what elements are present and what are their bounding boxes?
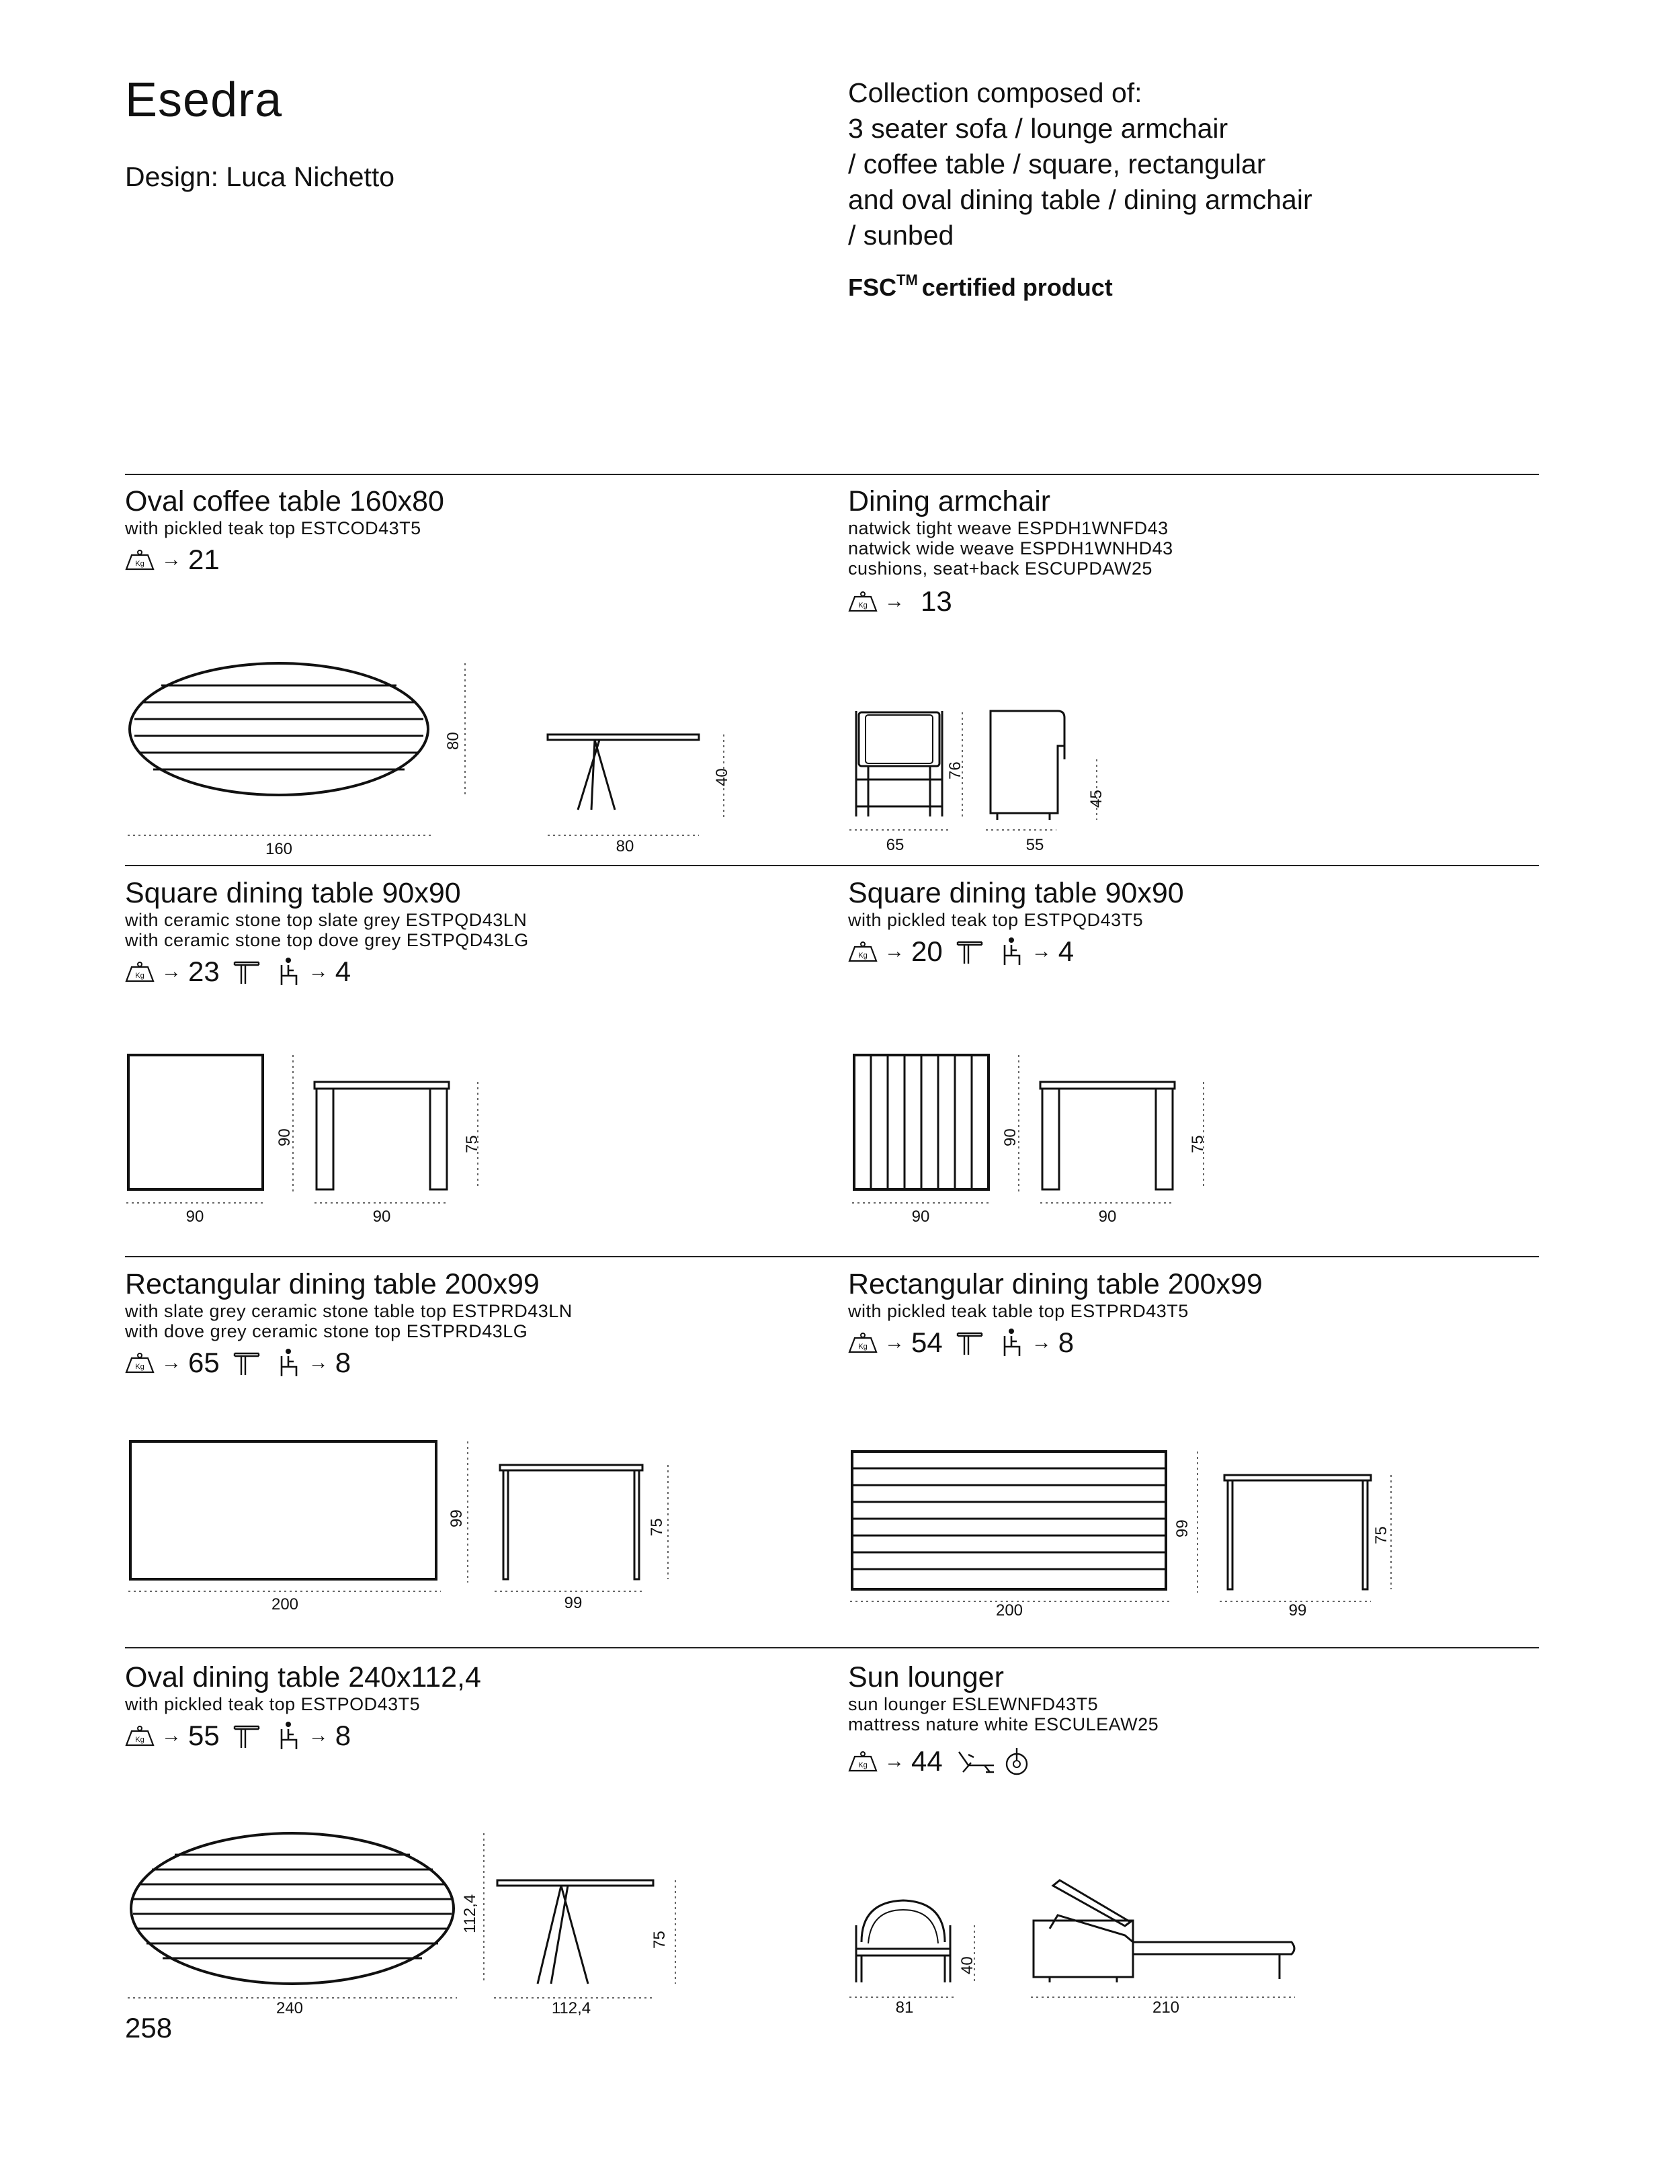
product-code-line: with slate grey ceramic stone table top ESTPRD43LN bbox=[125, 1301, 573, 1321]
product-code-line: with pickled teak top ESTPQD43T5 bbox=[848, 910, 1144, 930]
weight-value: 54 bbox=[911, 1327, 943, 1358]
dim-width-side: 99 bbox=[1288, 1601, 1307, 1620]
product-code-line: with pickled teak top ESTPOD43T5 bbox=[125, 1694, 421, 1714]
arrow-icon: → bbox=[308, 1724, 329, 1747]
fsc-suffix: certified product bbox=[921, 274, 1113, 301]
product-code-line: mattress nature white ESCULEAW25 bbox=[848, 1714, 1159, 1734]
product-title: Oval coffee table 160x80 bbox=[125, 485, 444, 517]
dim-width: 81 bbox=[895, 1999, 914, 2017]
section-divider bbox=[125, 865, 1539, 866]
table-icon bbox=[233, 1349, 260, 1376]
seat-icon bbox=[1001, 937, 1025, 966]
dim-width: 65 bbox=[886, 836, 905, 854]
dim-width-side: 99 bbox=[564, 1594, 583, 1612]
product-oval-coffee-table bbox=[125, 485, 444, 576]
square-teak-table-drawing bbox=[851, 1052, 1227, 1206]
weight-icon bbox=[125, 961, 155, 982]
section-divider bbox=[125, 1647, 1539, 1648]
arrow-icon: → bbox=[1031, 1331, 1052, 1353]
weight-value: 13 bbox=[921, 585, 952, 617]
weight-icon bbox=[848, 941, 878, 962]
dim-height: 40 bbox=[958, 1956, 976, 1974]
seat-icon bbox=[278, 1348, 302, 1378]
arrow-icon: → bbox=[161, 960, 181, 982]
dim-width-side: 80 bbox=[616, 837, 634, 855]
weight-value: 20 bbox=[911, 935, 943, 967]
fsc-tm: TM bbox=[896, 271, 918, 288]
seat-icon bbox=[1001, 1328, 1025, 1357]
page-number: 258 bbox=[125, 2012, 173, 2044]
product-title: Square dining table 90x90 bbox=[848, 877, 1184, 909]
dim-width: 200 bbox=[271, 1595, 299, 1613]
seat-icon bbox=[278, 957, 302, 986]
product-code-line: with ceramic stone top dove grey ESTPQD43LG bbox=[125, 930, 529, 950]
page-title: Esedra bbox=[125, 73, 283, 127]
seats-value: 8 bbox=[335, 1720, 351, 1751]
collection-line: / sunbed bbox=[848, 220, 954, 251]
sun-lounger-drawing bbox=[848, 1848, 1318, 2009]
dim-length: 210 bbox=[1152, 1999, 1180, 2017]
recline-icon bbox=[956, 1748, 997, 1775]
product-specs bbox=[125, 544, 444, 576]
square-ceramic-table-drawing bbox=[125, 1052, 501, 1206]
table-icon bbox=[233, 1722, 260, 1749]
product-title: Rectangular dining table 200x99 bbox=[848, 1268, 1263, 1300]
product-specs bbox=[848, 1745, 1159, 1777]
dim-width: 90 bbox=[185, 1208, 204, 1226]
wheel-icon bbox=[1003, 1747, 1030, 1776]
dim-depth: 55 bbox=[1025, 836, 1044, 854]
rect-teak-table-drawing bbox=[847, 1445, 1418, 1606]
collection-description bbox=[848, 75, 1312, 253]
arrow-icon: → bbox=[308, 960, 329, 982]
arrow-icon: → bbox=[161, 1351, 181, 1374]
dim-width: 200 bbox=[995, 1601, 1023, 1620]
weight-icon bbox=[848, 1332, 878, 1353]
product-title: Square dining table 90x90 bbox=[125, 877, 461, 909]
weight-value: 55 bbox=[188, 1720, 220, 1751]
dim-height: 76 bbox=[946, 761, 964, 780]
product-square-dining-table-ceramic bbox=[125, 877, 529, 988]
weight-value: 21 bbox=[188, 544, 220, 575]
arrow-icon: → bbox=[884, 940, 905, 962]
rect-ceramic-table-drawing bbox=[125, 1435, 696, 1596]
dim-height: 75 bbox=[648, 1518, 666, 1536]
product-code-line: with pickled teak top ESTCOD43T5 bbox=[125, 518, 421, 538]
fsc-certification bbox=[848, 271, 1113, 302]
product-specs bbox=[125, 956, 529, 988]
product-specs bbox=[125, 1347, 573, 1379]
dim-height: 75 bbox=[650, 1931, 669, 1949]
product-rectangular-dining-table-ceramic bbox=[125, 1268, 573, 1379]
arrow-icon: → bbox=[884, 590, 905, 612]
product-specs bbox=[125, 1720, 481, 1752]
product-square-dining-table-teak bbox=[848, 877, 1184, 968]
product-title: Sun lounger bbox=[848, 1661, 1004, 1693]
weight-icon bbox=[125, 1725, 155, 1747]
dim-depth: 80 bbox=[444, 732, 462, 750]
table-icon bbox=[956, 938, 983, 965]
dim-depth: 90 bbox=[1001, 1128, 1019, 1146]
oval-coffee-table-drawing bbox=[121, 655, 726, 857]
dim-height: 40 bbox=[713, 768, 731, 786]
seats-value: 8 bbox=[335, 1347, 351, 1378]
dim-depth: 99 bbox=[448, 1509, 466, 1527]
dim-height: 75 bbox=[1189, 1135, 1207, 1153]
collection-line: Collection composed of: bbox=[848, 77, 1142, 108]
product-code-line: with ceramic stone top slate grey ESTPQD43LN bbox=[125, 910, 528, 930]
section-divider bbox=[125, 474, 1539, 475]
collection-line: 3 seater sofa / lounge armchair bbox=[848, 113, 1228, 144]
collection-line: / coffee table / square, rectangular bbox=[848, 149, 1266, 179]
dim-depth: 99 bbox=[1173, 1519, 1191, 1538]
arrow-icon: → bbox=[884, 1331, 905, 1353]
arrow-icon: → bbox=[1031, 940, 1052, 962]
product-code-line: sun lounger ESLEWNFD43T5 bbox=[848, 1694, 1099, 1714]
product-code-line: with dove grey ceramic stone top ESTPRD43LG bbox=[125, 1321, 528, 1341]
dim-height: 75 bbox=[1372, 1526, 1390, 1544]
dim-height: 75 bbox=[463, 1135, 481, 1153]
product-sun-lounger bbox=[848, 1661, 1159, 1777]
product-rectangular-dining-table-teak bbox=[848, 1268, 1263, 1359]
product-code-line: cushions, seat+back ESCUPDAW25 bbox=[848, 558, 1152, 579]
arrow-icon: → bbox=[161, 548, 181, 571]
product-title: Rectangular dining table 200x99 bbox=[125, 1268, 540, 1300]
product-title: Oval dining table 240x112,4 bbox=[125, 1661, 481, 1693]
product-code-line: with pickled teak table top ESTPRD43T5 bbox=[848, 1301, 1189, 1321]
product-dining-armchair bbox=[848, 485, 1173, 618]
designer-credit: Design: Luca Nichetto bbox=[125, 161, 395, 192]
weight-icon bbox=[125, 1352, 155, 1374]
dining-armchair-drawing bbox=[848, 706, 1117, 840]
seats-value: 4 bbox=[1058, 935, 1075, 967]
seats-value: 4 bbox=[335, 956, 351, 987]
arrow-icon: → bbox=[884, 1750, 905, 1772]
dim-width: 240 bbox=[276, 1999, 304, 2017]
seat-icon bbox=[278, 1721, 302, 1751]
weight-value: 44 bbox=[911, 1745, 943, 1777]
weight-icon bbox=[848, 1751, 878, 1772]
weight-value: 65 bbox=[188, 1347, 220, 1378]
product-specs bbox=[848, 1327, 1263, 1359]
product-title: Dining armchair bbox=[848, 485, 1051, 517]
weight-icon bbox=[125, 549, 155, 571]
arrow-icon: → bbox=[308, 1351, 329, 1374]
dim-width: 160 bbox=[265, 840, 293, 858]
dim-width-side: 90 bbox=[372, 1208, 391, 1226]
product-code-line: natwick wide weave ESPDH1WNHD43 bbox=[848, 538, 1173, 558]
table-icon bbox=[233, 958, 260, 985]
fsc-prefix: FSC bbox=[848, 274, 896, 301]
oval-dining-table-drawing bbox=[121, 1828, 692, 2009]
dim-width: 90 bbox=[911, 1208, 930, 1226]
product-oval-dining-table bbox=[125, 1661, 481, 1752]
dim-seat-height: 45 bbox=[1087, 790, 1105, 808]
product-specs bbox=[848, 935, 1184, 968]
table-icon bbox=[956, 1329, 983, 1356]
arrow-icon: → bbox=[161, 1724, 181, 1747]
weight-value: 23 bbox=[188, 956, 220, 987]
product-code-line: natwick tight weave ESPDH1WNFD43 bbox=[848, 518, 1169, 538]
collection-line: and oval dining table / dining armchair bbox=[848, 184, 1312, 215]
seats-value: 8 bbox=[1058, 1327, 1075, 1358]
dim-depth: 112,4 bbox=[461, 1894, 479, 1933]
dim-width-side: 112,4 bbox=[551, 1999, 591, 2017]
section-divider bbox=[125, 1256, 1539, 1257]
weight-icon bbox=[848, 591, 878, 612]
dim-width-side: 90 bbox=[1098, 1208, 1117, 1226]
product-specs bbox=[848, 585, 1173, 618]
dim-depth: 90 bbox=[276, 1128, 294, 1146]
